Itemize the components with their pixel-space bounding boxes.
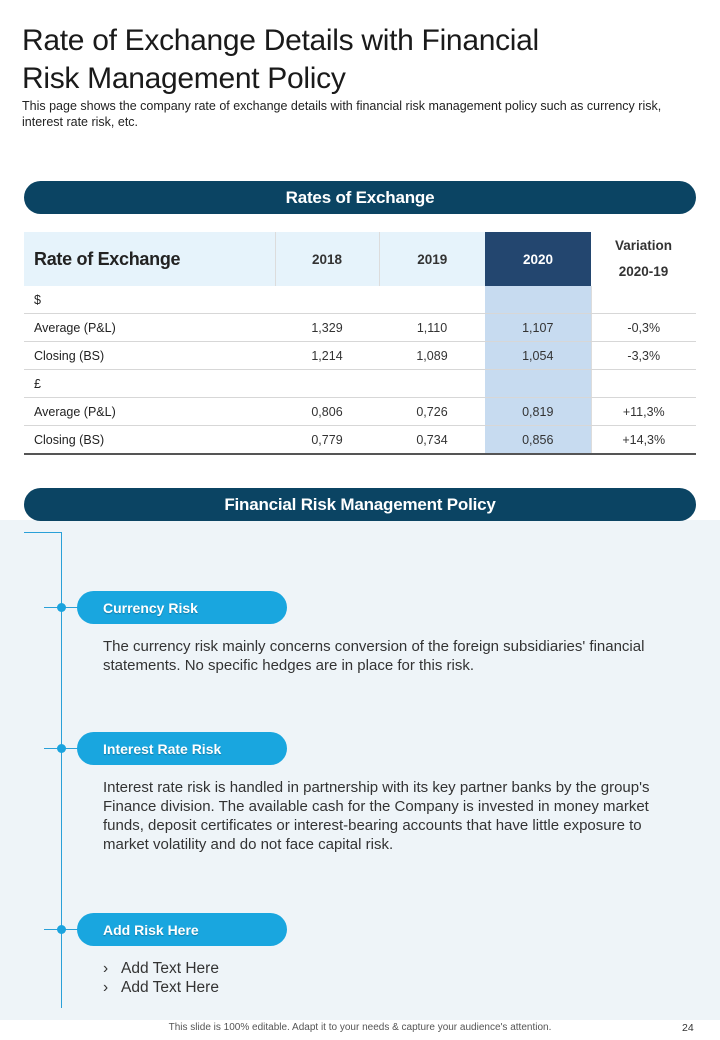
- timeline-connector: [24, 532, 62, 533]
- cell-2019: 0,726: [379, 398, 485, 426]
- table-row: [24, 426, 696, 455]
- table-row: [24, 342, 696, 370]
- cell-variation: +14,3%: [591, 426, 696, 455]
- variation-label: Variation: [614, 238, 673, 253]
- cell-2018: 0,779: [275, 426, 379, 455]
- currency-risk-text: The currency risk mainly concerns conversion of the foreign subsidiaries' financial statements. No specific hedges are in place for this risk.: [103, 638, 645, 674]
- page-number: 24: [682, 1022, 694, 1034]
- currency-label: £: [24, 370, 275, 398]
- cell-variation: -0,3%: [591, 314, 696, 342]
- cell-variation: +11,3%: [591, 398, 696, 426]
- add-risk-bullets: [103, 959, 219, 997]
- bullet-text: Add Text Here: [121, 979, 219, 996]
- cell-2019: 1,089: [379, 342, 485, 370]
- variation-period: 2020-19: [618, 264, 669, 279]
- exchange-rate-table: [24, 232, 696, 455]
- cell-2020: 0,819: [485, 398, 591, 426]
- row-label: Closing (BS): [24, 426, 275, 455]
- chevron-right-icon: ›: [103, 979, 109, 996]
- table-row: [24, 314, 696, 342]
- cell-2020: 1,054: [485, 342, 591, 370]
- col-header-variation: [591, 232, 696, 286]
- timeline-dot: [57, 603, 66, 612]
- cell-2020: 0,856: [485, 426, 591, 455]
- timeline-dot: [57, 744, 66, 753]
- add-risk-pill: Add Risk Here: [77, 913, 287, 946]
- row-label: Average (P&L): [24, 398, 275, 426]
- rates-section-header: Rates of Exchange: [24, 181, 696, 214]
- row-label: Average (P&L): [24, 314, 275, 342]
- currency-row-dollar: [24, 286, 696, 314]
- col-header-2020: 2020: [485, 232, 591, 286]
- cell-2018: 0,806: [275, 398, 379, 426]
- policy-section-header: Financial Risk Management Policy: [24, 488, 696, 521]
- page-subtitle: This page shows the company rate of exchange details with financial risk management policy such as currency risk, interest rate risk, etc.: [22, 99, 662, 129]
- cell-2019: 0,734: [379, 426, 485, 455]
- corner-label: Rate of Exchange: [24, 232, 275, 286]
- page-title: Rate of Exchange Details with Financial Risk Management Policy: [22, 24, 539, 95]
- col-header-2018: 2018: [275, 232, 379, 286]
- list-item: [103, 959, 219, 978]
- cell-variation: -3,3%: [591, 342, 696, 370]
- currency-risk-pill: Currency Risk: [77, 591, 287, 624]
- interest-rate-risk-text: Interest rate risk is handled in partnership with its key partner banks by the group's Finance division. The available cash for the Company is invested in money market funds, deposit certificates or interest-bearing accounts that have little exposure to market volatility and do not face capital risk.: [103, 779, 650, 853]
- row-label: Closing (BS): [24, 342, 275, 370]
- interest-rate-risk-pill: Interest Rate Risk: [77, 732, 287, 765]
- currency-row-pound: [24, 370, 696, 398]
- currency-label: $: [24, 286, 275, 314]
- col-header-2019: 2019: [379, 232, 485, 286]
- cell-2018: 1,214: [275, 342, 379, 370]
- table-header-row: [24, 232, 696, 286]
- chevron-right-icon: ›: [103, 960, 109, 977]
- list-item: [103, 978, 219, 997]
- footer-note: This slide is 100% editable. Adapt it to your needs & capture your audience's attention.: [168, 1022, 552, 1033]
- cell-2018: 1,329: [275, 314, 379, 342]
- timeline-dot: [57, 925, 66, 934]
- bullet-text: Add Text Here: [121, 960, 219, 977]
- table-row: [24, 398, 696, 426]
- cell-2020: 1,107: [485, 314, 591, 342]
- cell-2019: 1,110: [379, 314, 485, 342]
